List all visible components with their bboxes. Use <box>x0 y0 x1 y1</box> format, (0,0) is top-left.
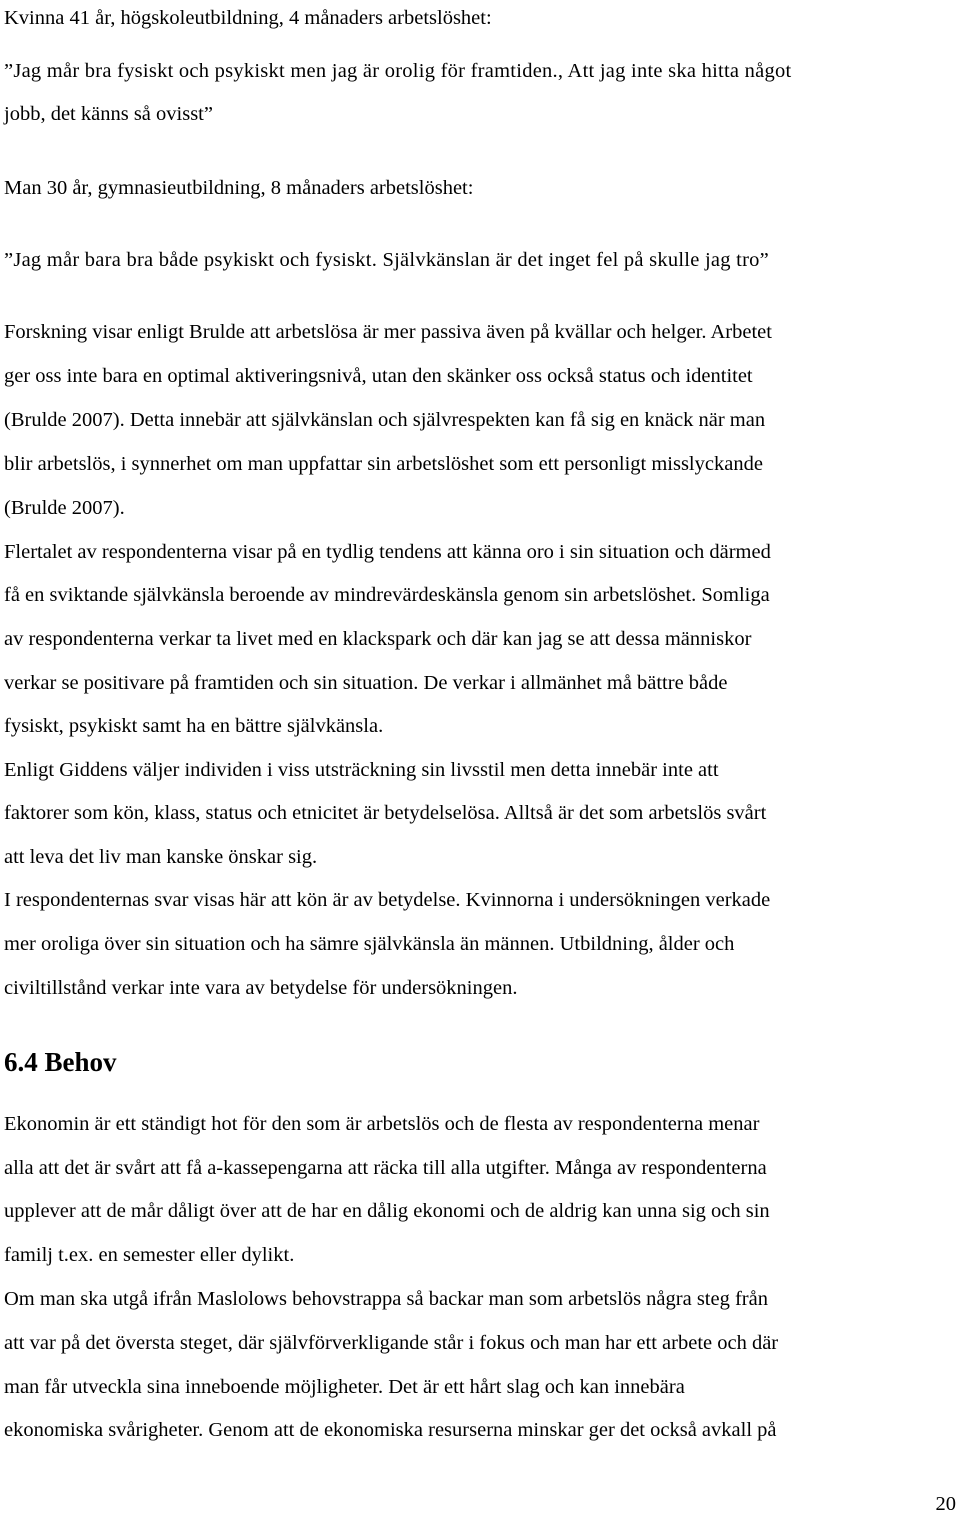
paragraph-line: (Brulde 2007). <box>4 497 125 519</box>
paragraph-line: Om man ska utgå ifrån Maslolows behovstrappa så backar man som arbetslös några steg från <box>4 1288 768 1310</box>
paragraph-line: Ekonomin är ett ständigt hot för den som är arbetslös och de flesta av respondenterna menar <box>4 1113 760 1135</box>
respondent-intro-woman: Kvinna 41 år, högskoleutbildning, 4 månaders arbetslöshet: <box>4 7 492 29</box>
paragraph-line: familj t.ex. en semester eller dylikt. <box>4 1244 295 1266</box>
quote-man: ”Jag mår bara bra både psykiskt och fysiskt. Självkänslan är det inget fel på skulle jag tro” <box>4 249 770 271</box>
paragraph-line: Flertalet av respondenterna visar på en tydlig tendens att känna oro i sin situation och därmed <box>4 541 771 563</box>
page-number: 20 <box>935 1493 956 1515</box>
paragraph-line: alla att det är svårt att få a-kassepengarna att räcka till alla utgifter. Många av respondenterna <box>4 1157 767 1179</box>
paragraph-line: Forskning visar enligt Brulde att arbetslösa är mer passiva även på kvällar och helger. Arbetet <box>4 321 772 343</box>
paragraph-line: att leva det liv man kanske önskar sig. <box>4 846 318 868</box>
paragraph-line: verkar se positivare på framtiden och sin situation. De verkar i allmänhet må bättre både <box>4 672 728 694</box>
paragraph-line: Enligt Giddens väljer individen i viss utsträckning sin livsstil men detta innebär inte att <box>4 759 719 781</box>
paragraph-line: få en sviktande självkänsla beroende av mindrevärdeskänsla genom sin arbetslöshet. Somliga <box>4 584 770 606</box>
paragraph-line: ger oss inte bara en optimal aktiveringsnivå, utan den skänker oss också status och identitet <box>4 365 753 387</box>
section-heading: 6.4 Behov <box>4 1047 117 1077</box>
paragraph-line: blir arbetslös, i synnerhet om man uppfattar sin arbetslöshet som ett personligt misslyckande <box>4 453 763 475</box>
quote-woman-line-1: ”Jag mår bra fysiskt och psykiskt men jag är orolig för framtiden., Att jag inte ska hitta något <box>4 60 792 82</box>
paragraph-line: mer oroliga över sin situation och ha sämre självkänsla än männen. Utbildning, ålder och <box>4 933 735 955</box>
respondent-intro-man: Man 30 år, gymnasieutbildning, 8 månaders arbetslöshet: <box>4 177 474 199</box>
paragraph-line: upplever att de mår dåligt över att de har en dålig ekonomi och de aldrig kan unna sig och sin <box>4 1200 770 1222</box>
paragraph-line: civiltillstånd verkar inte vara av betydelse för undersökningen. <box>4 977 518 999</box>
paragraph-line: faktorer som kön, klass, status och etnicitet är betydelselösa. Alltså är det som arbetslös svårt <box>4 802 767 824</box>
quote-woman-line-2: jobb, det känns så ovisst” <box>4 103 213 125</box>
paragraph-line: man får utveckla sina inneboende möjligheter. Det är ett hårt slag och kan innebära <box>4 1376 685 1398</box>
paragraph-line: (Brulde 2007). Detta innebär att självkänslan och självrespekten kan få sig en knäck när man <box>4 409 766 431</box>
paragraph-line: fysiskt, psykiskt samt ha en bättre självkänsla. <box>4 715 384 737</box>
paragraph-line: av respondenterna verkar ta livet med en klackspark och där kan jag se att dessa människor <box>4 628 752 650</box>
paragraph-line: att var på det översta steget, där självförverkligande står i fokus och man har ett arbete och där <box>4 1332 779 1354</box>
paragraph-line: ekonomiska svårigheter. Genom att de ekonomiska resurserna minskar ger det också avkall på <box>4 1419 777 1441</box>
paragraph-line: I respondenternas svar visas här att kön är av betydelse. Kvinnorna i undersökningen verkade <box>4 889 771 911</box>
